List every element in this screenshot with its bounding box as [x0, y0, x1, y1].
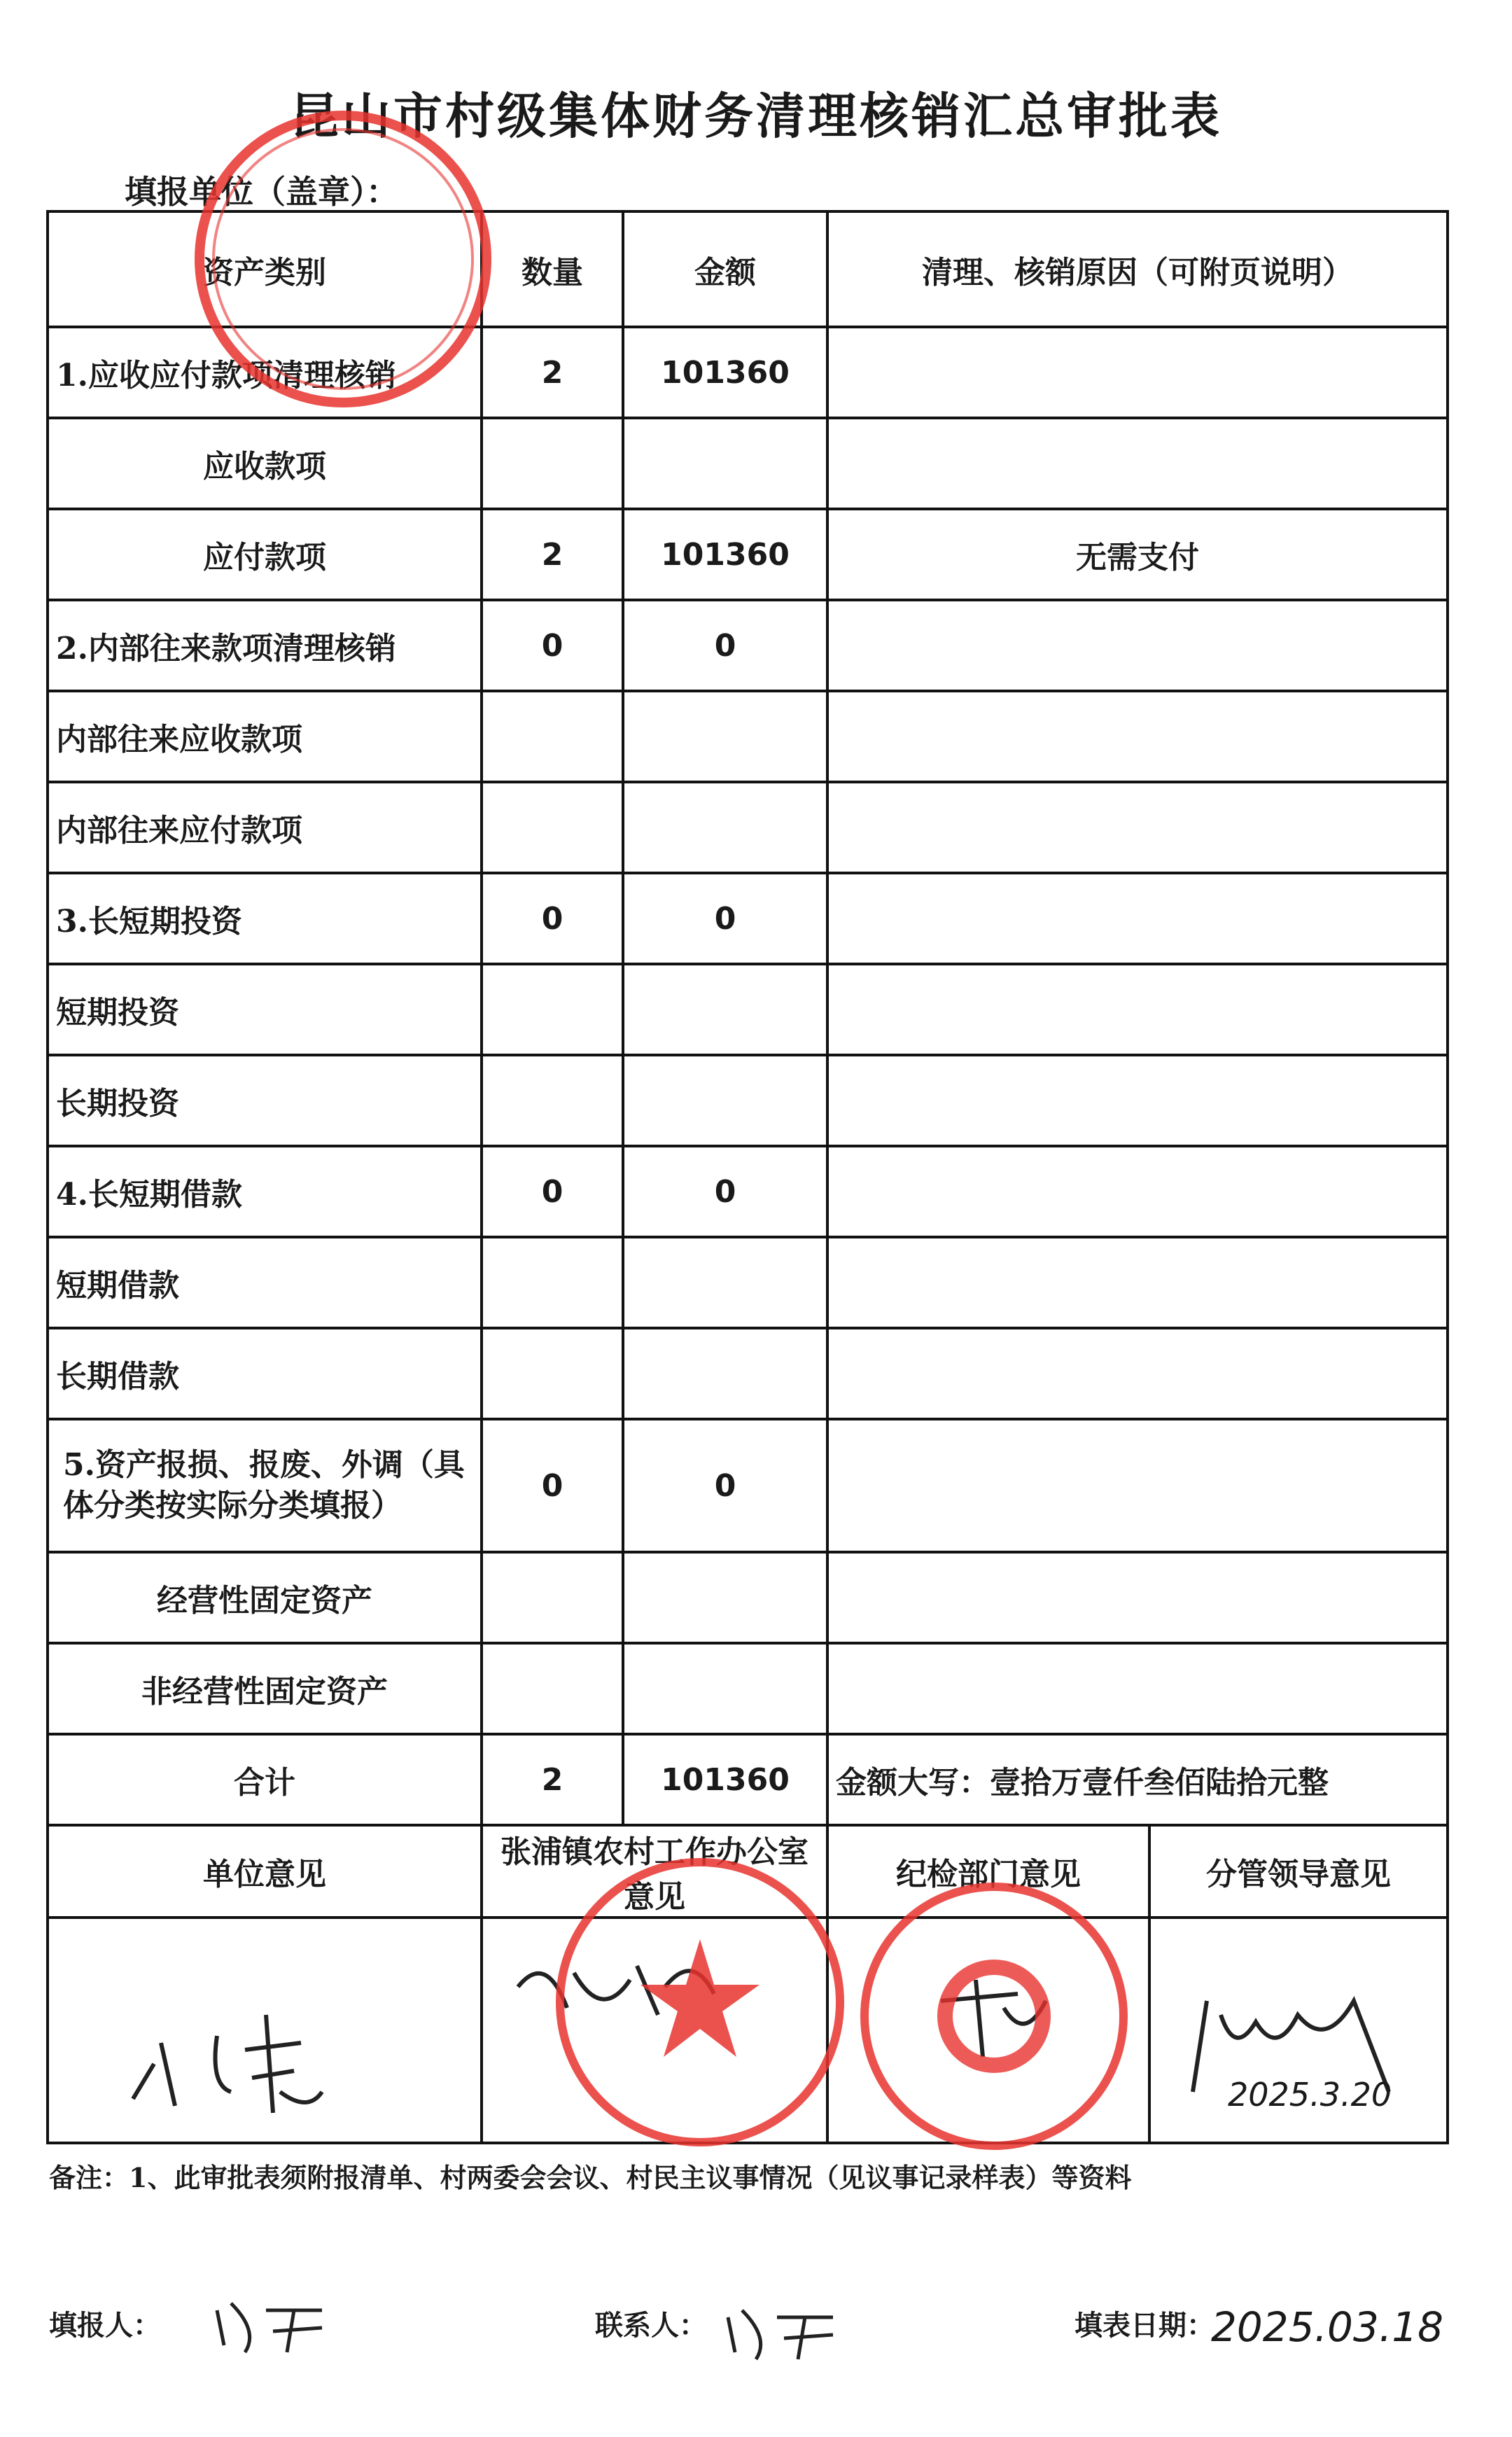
row-amount: [623, 1328, 827, 1419]
row-quantity: 0: [482, 1146, 623, 1237]
table-row: [48, 1419, 1448, 1552]
opinion-header-row: [48, 1825, 1448, 1918]
row-reason: [827, 1328, 1448, 1419]
filler-label: 填报人：: [49, 2309, 161, 2342]
signature-office: [482, 1918, 827, 2143]
row-amount: [623, 782, 827, 873]
approval-table: [46, 210, 1449, 2144]
row-amount: [623, 691, 827, 782]
page-title: 昆山市村级集体财务清理核销汇总审批表: [290, 87, 1222, 145]
row-reason: [827, 600, 1448, 691]
row-label: 应付款项: [48, 509, 482, 600]
row-amount: [623, 418, 827, 509]
header-category: 资产类别: [48, 211, 482, 327]
row-quantity: 2: [482, 509, 623, 600]
table-row: [48, 1146, 1448, 1237]
row-reason: [827, 691, 1448, 782]
row-quantity: [482, 691, 623, 782]
row-label: 经营性固定资产: [48, 1552, 482, 1643]
remarks-note: 备注：1、此审批表须附报清单、村两委会会议、村民主议事情况（见议事记录样表）等资料: [49, 2162, 1132, 2193]
table-row: [48, 600, 1448, 691]
contact-signature: [714, 2296, 854, 2366]
signature-discipline: [827, 1918, 1149, 2143]
table-row: [48, 1643, 1448, 1734]
row-reason: [827, 782, 1448, 873]
row-reason: [827, 1419, 1448, 1552]
row-reason: [827, 1552, 1448, 1643]
signature-date: 2025.3.20: [1228, 2076, 1392, 2114]
row-reason: [827, 873, 1448, 964]
table-row: [48, 327, 1448, 418]
opinion-discipline: 纪检部门意见: [827, 1825, 1149, 1918]
signature-leader: [1149, 1918, 1448, 2143]
row-amount: 0: [623, 1419, 827, 1552]
row-amount: [623, 1055, 827, 1146]
row-quantity: [482, 418, 623, 509]
row-reason: [827, 964, 1448, 1055]
table-row: [48, 782, 1448, 873]
header-amount: 金额: [623, 211, 827, 327]
table-row: [48, 964, 1448, 1055]
row-quantity: [482, 782, 623, 873]
row-label: 应收款项: [48, 418, 482, 509]
row-quantity: 2: [482, 327, 623, 418]
date-label: 填表日期：: [1074, 2309, 1214, 2342]
signature-unit-mark: [56, 1924, 462, 2134]
row-label: 1.应收应付款项清理核销: [48, 327, 482, 418]
signature-unit: [48, 1918, 482, 2143]
signature-office-mark: [490, 1924, 819, 2134]
row-reason: [827, 1237, 1448, 1328]
row-amount: 101360: [623, 327, 827, 418]
table-row: [48, 1237, 1448, 1328]
row-reason: [827, 1055, 1448, 1146]
filler-signature: [203, 2289, 343, 2359]
row-label: 非经营性固定资产: [48, 1643, 482, 1734]
total-quantity: 2: [482, 1734, 623, 1825]
row-label: 短期投资: [48, 964, 482, 1055]
row-label: 长期投资: [48, 1055, 482, 1146]
signature-discipline-mark: [836, 1924, 1144, 2134]
table-row: [48, 418, 1448, 509]
row-amount: 101360: [623, 509, 827, 600]
table-row: [48, 1055, 1448, 1146]
row-label: 2.内部往来款项清理核销: [48, 600, 482, 691]
row-reason: 无需支付: [827, 509, 1448, 600]
row-quantity: 0: [482, 873, 623, 964]
row-quantity: 0: [482, 600, 623, 691]
row-quantity: [482, 964, 623, 1055]
contact-label: 联系人：: [595, 2309, 707, 2342]
table-row: [48, 509, 1448, 600]
row-quantity: [482, 1237, 623, 1328]
table-row: [48, 1552, 1448, 1643]
total-amount-words: 金额大写：壹拾万壹仟叁佰陆拾元整: [827, 1734, 1448, 1825]
header-quantity: 数量: [482, 211, 623, 327]
row-amount: [623, 1552, 827, 1643]
row-label: 长期借款: [48, 1328, 482, 1419]
row-amount: 0: [623, 1146, 827, 1237]
opinion-unit: 单位意见: [48, 1825, 482, 1918]
row-amount: 0: [623, 600, 827, 691]
row-quantity: 0: [482, 1419, 623, 1552]
total-label: 合计: [48, 1734, 482, 1825]
row-reason: [827, 1643, 1448, 1734]
total-row: [48, 1734, 1448, 1825]
header-row: [48, 211, 1448, 327]
row-quantity: [482, 1055, 623, 1146]
row-label: 内部往来应收款项: [48, 691, 482, 782]
row-label: 3.长短期投资: [48, 873, 482, 964]
fill-unit-label: 填报单位（盖章）：: [125, 173, 398, 211]
header-reason: 清理、核销原因（可附页说明）: [827, 211, 1448, 327]
row-quantity: [482, 1552, 623, 1643]
opinion-leader: 分管领导意见: [1149, 1825, 1448, 1918]
row-quantity: [482, 1643, 623, 1734]
fill-date: 2025.03.18: [1211, 2303, 1444, 2351]
table-row: [48, 873, 1448, 964]
row-reason: [827, 1146, 1448, 1237]
row-amount: 0: [623, 873, 827, 964]
row-amount: [623, 964, 827, 1055]
row-reason: [827, 327, 1448, 418]
row-amount: [623, 1237, 827, 1328]
opinion-office: 张浦镇农村工作办公室意见: [482, 1825, 827, 1918]
row-label: 5.资产报损、报废、外调（具体分类按实际分类填报）: [48, 1419, 482, 1552]
row-reason: [827, 418, 1448, 509]
table-row: [48, 1328, 1448, 1419]
signature-row: [48, 1918, 1448, 2143]
row-amount: [623, 1643, 827, 1734]
row-label: 短期借款: [48, 1237, 482, 1328]
row-quantity: [482, 1328, 623, 1419]
total-amount: 101360: [623, 1734, 827, 1825]
table-row: [48, 691, 1448, 782]
row-label: 4.长短期借款: [48, 1146, 482, 1237]
row-label: 内部往来应付款项: [48, 782, 482, 873]
